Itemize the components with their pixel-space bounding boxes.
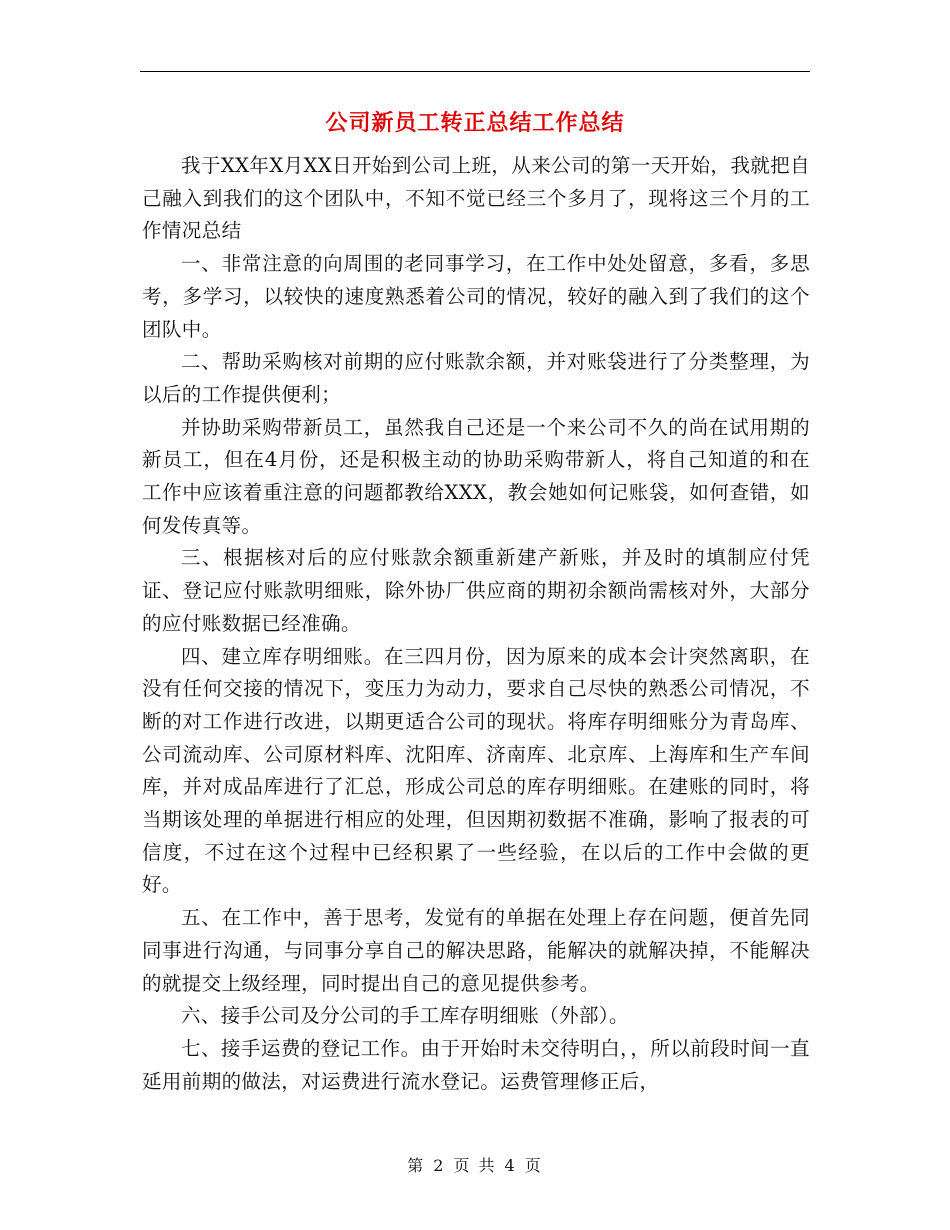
document-title: 公司新员工转正总结工作总结 xyxy=(325,111,625,136)
paragraph-item-7: 七、接手运费的登记工作。由于开始时未交待明白，，所以前段时间一直延用前期的做法，对运费进行流水登记。运费管理修正后， xyxy=(142,1036,810,1093)
paragraph-item-4: 四、建立库存明细账。在三四月份，因为原来的成本会计突然离职，在没有任何交接的情况下，变压力为动力，要求自己尽快的熟悉公司情况，不断的对工作进行改进，以期更适合公司的现状。将库存明细账分为青岛库、公司流动库、公司原材料库、沈阳库、济南库、北京库、上海库和生产车间库，并对成品库进行了汇总，形成公司总的库存明细账。在建账的同时，将当期该处理的单据进行相应的处理，但因期初数据不准确，影响了报表的可信度，不过在这个过程中已经积累了一些经验，在以后的工作中会做的更好。 xyxy=(142,644,810,897)
total-pages-number: 4 xyxy=(504,1156,517,1175)
paragraph-intro: 我于XX年X月XX日开始到公司上班，从来公司的第一天开始，我就把自己融入到我们的这个团队中，不知不觉已经三个多月了，现将这三个月的工作情况总结 xyxy=(142,154,810,243)
footer-prefix: 第 xyxy=(407,1156,426,1175)
footer-mid: 页 共 xyxy=(453,1156,497,1175)
paragraph-item-2-continued: 并协助采购带新员工，虽然我自己还是一个来公司不久的尚在试用期的新员工，但在4月份，还是积极主动的协助采购带新人，将自己知道的和在工作中应该着重注意的问题都教给XXX，教会她如何记账袋，如何查错，如何发传真等。 xyxy=(142,415,810,537)
header-rule xyxy=(140,71,810,72)
current-page-number: 2 xyxy=(433,1156,446,1175)
paragraph-item-3: 三、根据核对后的应付账款余额重新建产新账，并及时的填制应付凭证、登记应付账款明细账，除外协厂供应商的期初余额尚需核对外，大部分的应付账数据已经准确。 xyxy=(142,546,810,635)
document-body xyxy=(142,150,810,1098)
footer-suffix: 页 xyxy=(524,1156,543,1175)
paragraph-item-1: 一、非常注意的向周围的老同事学习，在工作中处处留意，多看，多思考，多学习，以较快的速度熟悉着公司的情况，较好的融入到了我们的这个团队中。 xyxy=(142,252,810,341)
paragraph-item-5: 五、在工作中，善于思考，发觉有的单据在处理上存在问题，便首先同同事进行沟通，与同事分享自己的解决思路，能解决的就解决掉，不能解决的就提交上级经理，同时提出自己的意见提供参考。 xyxy=(142,906,810,995)
page-footer xyxy=(0,1153,950,1176)
paragraph-item-2: 二、帮助采购核对前期的应付账款余额，并对账袋进行了分类整理，为以后的工作提供便利； xyxy=(142,350,810,406)
paragraph-item-6: 六、接手公司及分公司的手工库存明细账（外部）。 xyxy=(181,1004,629,1028)
